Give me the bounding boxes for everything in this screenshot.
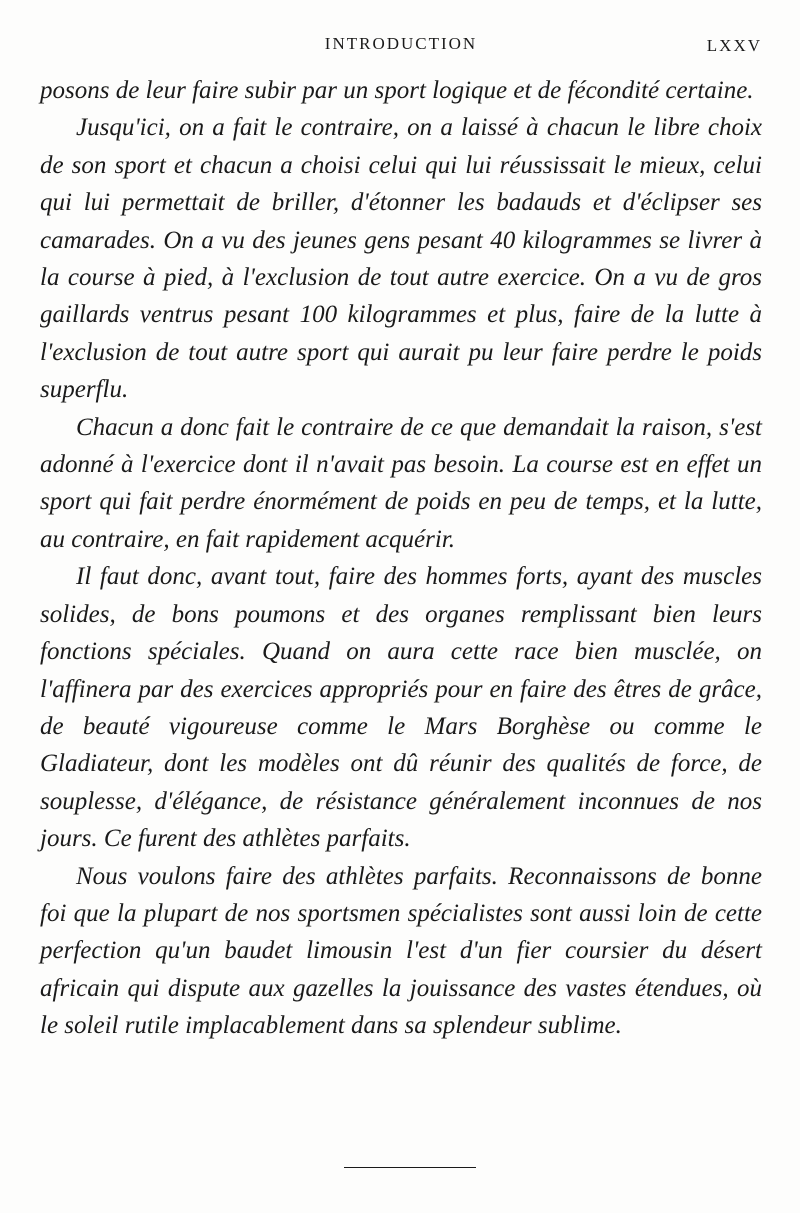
paragraph-continued: posons de leur faire subir par un sport logique et de fécondité certaine. (40, 77, 754, 104)
paragraph: Nous voulons faire des athlètes parfaits. Reconnaissons de bonne foi que la plupart de nos sportsmen spécialistes sont aussi loin de cette perfection qu'un baudet limousin l'est d'un fier coursier du désert africain qui dispute aux gazelles la jouissance des vastes étendues, où le soleil rutile implacablement dans sa splendeur sublime. (40, 862, 762, 1040)
body-text (40, 72, 762, 1045)
paragraph: Il faut donc, avant tout, faire des hommes forts, ayant des muscles solides, de bons poumons et des organes remplissant bien leurs fonctions spéciales. Quand on aura cette race bien musclée, on l'affinera par des exercices appropriés pour en faire des êtres de grâce, de beauté vigoureuse comme le Mars Borghèse ou comme le Gladiateur, dont les modèles ont dû réunir des qualités de force, de souplesse, d'élégance, de résistance généralement inconnues de nos jours. Ce furent des athlètes parfaits. (40, 563, 762, 853)
paragraph: Jusqu'ici, on a fait le contraire, on a laissé à chacun le libre choix de son sport et chacun a choisi celui qui lui réussissait le mieux, celui qui lui permettait de briller, d'étonner les badauds et d'éclipser ses camarades. On a vu des jeunes gens pesant 40 kilogrammes se livrer à la course à pied, à l'exclusion de tout autre exercice. On a vu de gros gaillards ventrus pesant 100 kilogrammes et plus, faire de la lutte à l'exclusion de tout autre sport qui aurait pu leur faire perdre le poids superflu. (40, 114, 762, 404)
running-title: INTRODUCTION (324, 34, 478, 53)
running-head (40, 32, 762, 60)
paragraph: Chacun a donc fait le contraire de ce que demandait la raison, s'est adonné à l'exercice dont il n'avait pas besoin. La course est en effet un sport qui fait perdre énormément de poids en peu de temps, et la lutte, au contraire, en fait rapidement acquérir. (40, 413, 762, 553)
page-number: LXXV (706, 36, 762, 55)
section-end-rule (344, 1167, 476, 1168)
